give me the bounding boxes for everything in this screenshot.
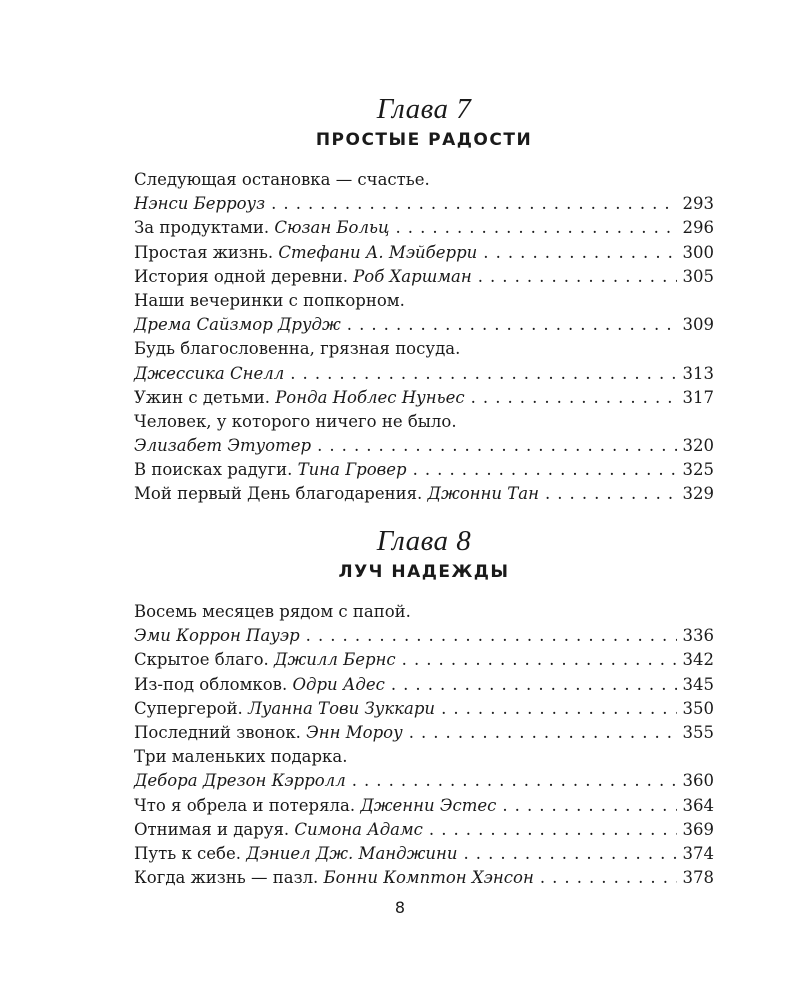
entry-author: Дебора Дрезон Кэрролл [134,771,346,791]
entry-title: В поисках радуги. [134,460,293,480]
entry-author: Дженни Эстес [360,795,497,815]
entry-author: Дэниел Дж. Манджини [246,843,458,863]
dot-leader [441,697,676,721]
toc-entry[interactable] [134,794,714,818]
toc-entry-title-line [134,745,714,769]
entry-page-number: 325 [682,460,714,480]
entry-title: Последний звонок. [134,722,301,742]
entry-title: Простая жизнь. [134,242,274,262]
entry-title: Ужин с детьми. [134,387,270,407]
dot-leader [463,842,676,866]
toc-entry[interactable] [134,648,714,672]
dot-leader [413,458,677,482]
entry-page-number: 369 [682,819,714,839]
entry-author: Роб Харшман [353,266,472,286]
entry-title: История одной деревни. [134,266,348,286]
dot-leader [290,362,676,386]
dot-leader [352,769,677,793]
toc-entry[interactable] [134,362,714,386]
entry-text [134,386,465,410]
toc-entry[interactable] [134,241,714,265]
entry-title: Мой первый День благодарения. [134,484,423,504]
toc-entry[interactable] [134,721,714,745]
toc-entry[interactable] [134,769,714,793]
chapter-8 [134,524,714,890]
toc-entry-title-line [134,289,714,313]
dot-leader [306,624,677,648]
dot-leader [402,648,677,672]
entry-title: Отнимая и даруя. [134,819,290,839]
entry-author: Луанна Тови Зуккари [248,698,436,718]
toc-entry[interactable] [134,697,714,721]
toc-entry[interactable] [134,216,714,240]
entry-text [134,265,472,289]
dot-leader [471,386,677,410]
entry-author: Нэнси Берроуз [134,194,266,214]
dot-leader [396,216,677,240]
entry-author: Тина Гровер [297,460,407,480]
entry-text [134,866,534,890]
dot-leader [409,721,677,745]
entry-author: Стефани А. Мэйберри [278,242,478,262]
entry-author: Бонни Комптон Хэнсон [323,868,534,888]
entry-page-number: 342 [682,650,714,670]
entry-page-number: 309 [682,315,714,335]
entry-title: Будь благословенна, грязная посуда. [134,339,461,359]
entry-title: Когда жизнь — пазл. [134,868,319,888]
toc-entry[interactable] [134,265,714,289]
entry-page-number: 374 [682,843,714,863]
entry-text [134,721,403,745]
entry-title: Наши вечеринки с попкорном. [134,290,405,310]
entry-title: Человек, у которого ничего не было. [134,411,457,431]
dot-leader [271,192,676,216]
entry-author: Симона Адамс [294,819,423,839]
entry-title: Супергерой. [134,698,243,718]
entry-page-number: 317 [682,387,714,407]
entry-page-number: 350 [682,698,714,718]
entry-page-number: 305 [682,266,714,286]
entry-page-number: 378 [682,868,714,888]
chapter-number: Глава 7 [376,93,472,125]
entry-author: Джонни Тан [427,484,539,504]
entry-text [134,697,435,721]
toc-entry[interactable] [134,192,714,216]
entry-title: Из-под обломков. [134,674,288,694]
entry-page-number: 300 [682,242,714,262]
entry-text [134,648,396,672]
dot-leader [502,794,676,818]
toc-entry[interactable] [134,386,714,410]
entry-page-number: 336 [682,626,714,646]
entry-author: Джессика Снелл [134,363,285,383]
toc-entry[interactable] [134,673,714,697]
chapter-7 [134,92,714,507]
entry-text [134,818,423,842]
chapter-title: ПРОСТЫЕ РАДОСТИ [315,130,533,150]
toc-entry-title-line [134,337,714,361]
entry-title: Скрытое благо. [134,650,269,670]
toc-entry[interactable] [134,458,714,482]
chapter-title: ЛУЧ НАДЕЖДЫ [338,562,510,582]
entry-page-number: 296 [682,218,714,238]
entry-title: Три маленьких подарка. [134,747,348,767]
entry-page-number: 364 [682,795,714,815]
entry-title: Следующая остановка — счастье. [134,170,430,189]
page-number: 8 [394,898,406,917]
toc-entry[interactable] [134,866,714,890]
entry-page-number: 293 [682,194,714,214]
dot-leader [545,482,677,506]
dot-leader [429,818,677,842]
toc-entry[interactable] [134,624,714,648]
dot-leader [540,866,677,890]
dot-leader [317,434,676,458]
entry-text [134,673,385,697]
entry-page-number: 320 [682,436,714,456]
entry-author: Дрема Сайзмор Друдж [134,315,341,335]
entry-page-number: 313 [682,363,714,383]
toc-entry[interactable] [134,434,714,458]
entry-title: Путь к себе. [134,843,241,863]
toc-entry-title-line [134,168,714,192]
entry-title: Что я обрела и потеряла. [134,795,356,815]
entry-author: Ронда Ноблес Нуньес [275,387,465,407]
entry-author: Эми Коррон Пауэр [134,626,300,646]
entry-author: Элизабет Этуотер [134,436,312,456]
entry-page-number: 345 [682,674,714,694]
entry-title: Восемь месяцев рядом с папой. [134,602,411,621]
entry-author: Джилл Бернс [274,650,396,670]
entry-page-number: 360 [682,771,714,791]
toc-entry[interactable] [134,818,714,842]
entry-title: За продуктами. [134,218,270,238]
dot-leader [483,241,676,265]
toc-list [134,168,714,507]
toc-entry[interactable] [134,482,714,506]
entry-text [134,482,539,506]
entry-text [134,842,457,866]
entry-text [134,216,390,240]
toc-entry[interactable] [134,842,714,866]
toc-entry-title-line [134,600,714,624]
entry-text [134,458,407,482]
toc-list [134,600,714,890]
entry-author: Энн Мороу [306,722,403,742]
dot-leader [347,313,677,337]
dot-leader [478,265,677,289]
toc-entry-title-line [134,410,714,434]
dot-leader [391,673,677,697]
chapter-number: Глава 8 [376,525,472,557]
entry-page-number: 329 [682,484,714,504]
entry-page-number: 355 [682,722,714,742]
entry-author: Одри Адес [292,674,385,694]
entry-text [134,794,496,818]
entry-text [134,241,477,265]
entry-author: Сюзан Больц [274,218,390,238]
toc-entry[interactable] [134,313,714,337]
